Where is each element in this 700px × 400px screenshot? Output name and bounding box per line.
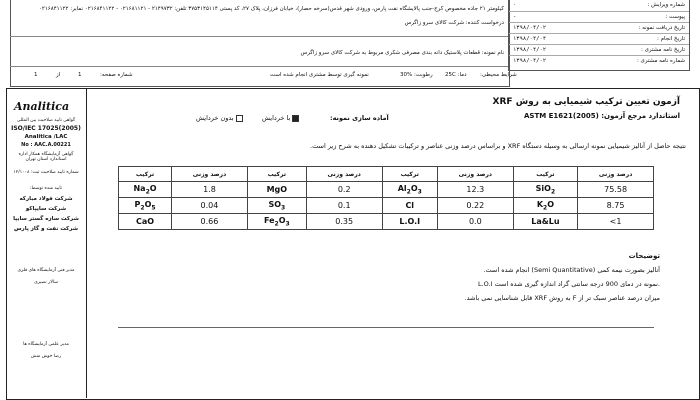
notes-title: توضیحات	[628, 252, 660, 260]
compound-cell: L.O.I	[382, 214, 437, 230]
intro-text: نتیجه حاصل از آنالیز شیمیایی نمونه ارسالی به وسیله دستگاه XRF و براساس درصد وزنی عناصر و ترکیبات تشکیل دهنده به شرح زیر است.	[310, 142, 686, 150]
page-of: از	[56, 72, 61, 78]
meta-row: پیوست : -	[509, 11, 689, 24]
compound-cell: $Na_2O$	[119, 182, 172, 198]
table-row	[119, 182, 654, 198]
value-cell: <1	[578, 214, 654, 230]
compound-cell: Cl	[382, 198, 437, 214]
value-cell: 0.66	[172, 214, 248, 230]
header-cell: درصد وزنی	[306, 167, 382, 182]
results-table	[118, 166, 654, 230]
iso-standard: ISO/IEC 17025(2005)	[11, 125, 81, 132]
table-row	[119, 198, 654, 214]
checkbox-checked[interactable]	[292, 115, 299, 122]
company-3: شرکت سازه گستر سایپا	[13, 216, 79, 222]
prep-with: با خردایش	[262, 114, 301, 122]
value-cell: 0.22	[437, 198, 513, 214]
value-cell: 0.04	[172, 198, 248, 214]
page-num: 1	[78, 72, 82, 78]
tehran-number: شماره تایید صلاحیت ثبت: ۱۲/۱۰۰۸	[13, 170, 79, 175]
header-cell: ترکیب	[513, 167, 577, 182]
requester: درخواست کننده: شرکت کالای سرو زاگرس	[404, 20, 504, 26]
director-name: رضا خوش منش	[30, 354, 62, 359]
compound-cell: $SO_3$	[247, 198, 306, 214]
header-cell: درصد وزنی	[172, 167, 248, 182]
table-row	[119, 214, 654, 230]
meta-row: شماره نامه مشتری : ۱۳۹۸/۰۴/۰۲	[509, 55, 689, 68]
compound-cell: $K_2O$	[513, 198, 577, 214]
compound-cell: $Fe_2O_3$	[247, 214, 306, 230]
value-cell: 0.0	[437, 214, 513, 230]
header-cell: درصد وزنی	[437, 167, 513, 182]
compound-cell: $P_2O_5$	[119, 198, 172, 214]
report-frame	[6, 88, 700, 400]
page-label: شماره صفحه:	[100, 72, 133, 78]
value-cell: 0.1	[306, 198, 382, 214]
value-cell: 8.75	[578, 198, 654, 214]
company-1: شرکت فولاد مبارکه	[19, 196, 73, 202]
compound-cell: $Al_2O_3$	[382, 182, 437, 198]
note-1: آنالیز بصورت نیمه کمی (Semi Quantitative) انجام شده است.	[483, 266, 660, 274]
meta-row: تاریخ نامه مشتری : ۱۳۹۸/۰۴/۰۲	[509, 44, 689, 57]
humidity: رطوبت: %30	[400, 72, 433, 78]
affiliation-label: تایید شده توسط:	[29, 186, 63, 191]
header-cell: ترکیب	[119, 167, 172, 182]
sampling-note: نمونه گیری توسط مشتری انجام شده است	[270, 72, 369, 78]
meta-row: تاریخ دریافت نمونه : ۱۳۹۸/۰۴/۰۲	[509, 22, 689, 35]
manager-title: مدیر فنی آزمایشگاه های فلزی	[17, 268, 75, 273]
lab-number: No : AAC.A.00221	[21, 142, 71, 148]
meta-row: تاریخ انجام : ۱۳۹۸/۰۴/۰۴	[509, 33, 689, 46]
prep-without: بدون خردایش	[196, 114, 245, 122]
compound-cell: SiO$_2$	[513, 182, 577, 198]
standard: استاندارد مرجع آزمون: ASTM E1621(2005)	[523, 112, 680, 120]
note-3: میزان درصد عناصر سبک تر از F به روش XRF قابل شناسایی نمی باشد.	[464, 294, 660, 302]
header-cell: ترکیب	[382, 167, 437, 182]
temperature: دما: 25C	[445, 72, 467, 78]
manager-name: سالار نصیری	[34, 280, 58, 285]
value-cell: 75.58	[578, 182, 654, 198]
value-cell: 0.35	[306, 214, 382, 230]
meta-box	[508, 0, 690, 71]
value-cell: 12.3	[437, 182, 513, 198]
page-total: 1	[34, 72, 38, 78]
note-2: L.O.I نمونه در دمای 900 درجه سانتی گراد اندازه گیری شده است.	[477, 280, 660, 288]
prep-label: آماده سازی نمونه:	[330, 114, 389, 122]
lab-address: کیلومتر ۲۱ جاده مخصوص کرج-جنب پالایشگاه نفت پارس، ورودی شهر قدس(سرخه حصار)، خیابان فرزان، پلاک ۲۷، کد پستی ۳۷۵۳۱۴۵۱۱۴ تلفن: ۲۱۴۹۷۳۲ - ۰۲۱۶۸۱۱۲۱ - ۰۲۱۶۸۴۱۱۲۲ نمابر: ۰۲۱۶۸۴۱۱۲۲	[38, 6, 504, 12]
compound-cell: MgO	[247, 182, 306, 198]
value-cell: 0.2	[306, 182, 382, 198]
divider-line	[118, 327, 654, 328]
company-4: شرکت نفت و گاز پارس	[13, 226, 79, 232]
header-cell: ترکیب	[247, 167, 306, 182]
checkbox-unchecked[interactable]	[236, 115, 243, 122]
compound-cell: La&Lu	[513, 214, 577, 230]
header-block	[10, 0, 510, 87]
header-cell: درصد وزنی	[578, 167, 654, 182]
director-title: مدیر علمی آزمایشگاه ها	[23, 342, 69, 347]
report-title: آزمون تعیین ترکیب شیمیایی به روش XRF	[492, 97, 680, 107]
sample-name: نام نمونه: قطعات پلاستیک دانه بندی مصرفی شکری مربوط به شرکت کالای سرو زاگرس	[300, 50, 504, 56]
meta-row: شماره ویرایش : ۰	[513, 2, 685, 8]
lab-code: Analitica /LAC	[24, 134, 68, 140]
company-2: شرکت سایپاکو	[25, 206, 67, 212]
analitica-logo: Analitica	[14, 100, 70, 113]
tehran-lab: گواهی آزمایشگاه همکار اداره استاندارد استان تهران	[18, 152, 74, 162]
accredit-line: گواهی تایید صلاحیت بین المللی	[16, 118, 76, 123]
compound-cell: CaO	[119, 214, 172, 230]
value-cell: 1.8	[172, 182, 248, 198]
conditions-label: شرایط محیطی:	[480, 72, 517, 78]
